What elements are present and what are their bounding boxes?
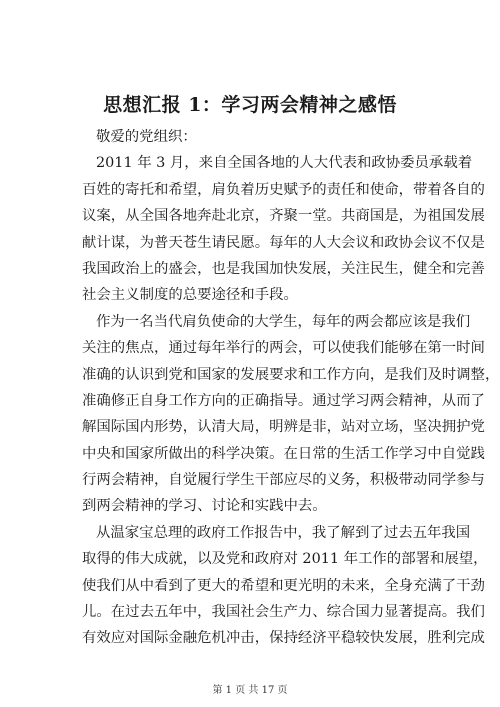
paragraph-line: 社会主义制度的总要途径和手段。 xyxy=(82,287,298,304)
paragraph-line: 关注的焦点，通过每年举行的两会，可以使我们能够在第一时间 xyxy=(82,340,485,357)
paragraph-line: 行两会精神，自觉履行学生干部应尽的义务，积极带动同学参与 xyxy=(82,472,485,489)
paragraph-line: 献计谋，为普天苍生请民愿。每年的人大会议和政协会议不仅是 xyxy=(82,234,485,251)
paragraph-line: 儿。在过去五年中，我国社会生产力、综合国力显著提高。我们 xyxy=(82,604,485,621)
paragraph-line: 2011 年 3 月，来自全国各地的人大代表和政协委员承载着 xyxy=(96,155,473,172)
paragraph xyxy=(82,520,488,652)
document-title: 思想汇报 1：学习两会精神之感悟 xyxy=(103,94,397,116)
document-body xyxy=(82,124,500,652)
paragraph-line: 议案，从全国各地奔赴北京，齐聚一堂。共商国是，为祖国发展 xyxy=(82,208,485,225)
page-number-footer: 第 1 页 共 17 页 xyxy=(212,685,288,696)
paragraph xyxy=(82,309,500,520)
paragraph-line: 准确修正自身工作方向的正确指导。通过学习两会精神，从而了 xyxy=(82,392,485,409)
paragraph-line: 取得的伟大成就，以及党和政府对 2011 年工作的部署和展望， xyxy=(82,551,488,568)
paragraph xyxy=(82,150,485,308)
paragraph-line: 使我们从中看到了更大的希望和更光明的未来，全身充满了干劲 xyxy=(82,577,485,594)
paragraph-line: 从温家宝总理的政府工作报告中，我了解到了过去五年我国 xyxy=(96,524,471,541)
paragraph-line: 准确的认识到党和国家的发展要求和工作方向，是我们及时调整， xyxy=(82,366,500,383)
paragraph-line: 有效应对国际金融危机冲击，保持经济平稳较快发展，胜利完成 xyxy=(82,630,485,647)
paragraph-line: 作为一名当代肩负使命的大学生，每年的两会都应该是我们 xyxy=(96,313,471,330)
paragraph-line: 百姓的寄托和希望，肩负着历史赋予的责任和使命，带着各自的 xyxy=(82,181,485,198)
paragraph-line: 我国政治上的盛会，也是我国加快发展，关注民生，健全和完善 xyxy=(82,260,485,277)
paragraph-line: 解国际国内形势，认清大局，明辨是非，站对立场，坚决拥护党 xyxy=(82,419,485,436)
paragraph-line: 到两会精神的学习、讨论和实践中去。 xyxy=(82,498,327,515)
salutation: 敬爱的党组织： xyxy=(96,129,197,145)
paragraph-line: 中央和国家所做出的科学决策。在日常的生活工作学习中自觉践 xyxy=(82,445,485,462)
